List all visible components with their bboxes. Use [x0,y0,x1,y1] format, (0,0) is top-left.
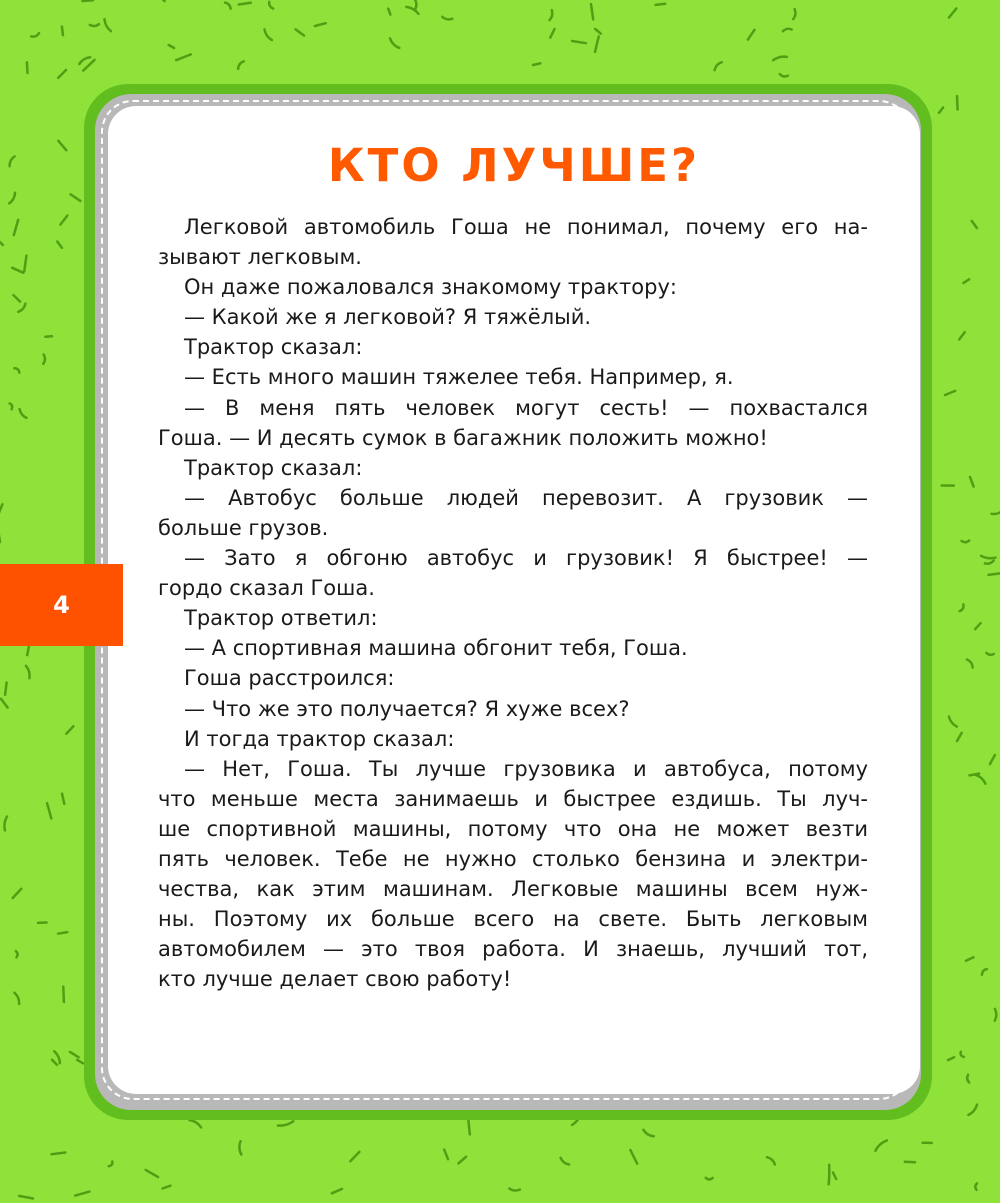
background-dash [278,1121,293,1125]
background-dash [990,755,995,764]
background-dash [939,108,943,113]
story-line: кто лучше делает свою работу! [158,967,512,992]
story-line: Гоша расстроился: [184,666,395,691]
background-dash [26,666,30,678]
background-dash [970,774,980,776]
background-dash [561,1158,570,1165]
background-dash [109,1162,113,1167]
background-dash [47,803,51,818]
background-dash [875,1140,887,1150]
background-dash [14,220,18,235]
story-line: Трактор ответил: [184,606,378,631]
background-dash [986,653,993,655]
background-dash [957,96,958,109]
background-dash [190,1120,202,1127]
background-dash [773,57,787,61]
story-line: Легковой автомобиль Гоша не понимал, почему его на- [184,215,868,239]
background-dash [238,61,244,69]
background-dash [967,660,973,668]
background-dash [20,409,27,418]
background-dash [225,3,231,9]
background-dash [296,29,304,35]
background-dash [967,1075,969,1083]
story-line: ны. Поэтому их больше всего на свете. Быть легковым [158,907,868,932]
background-dash [58,70,66,78]
story-line: — Автобус больше людей перевозит. А грузовик — [184,485,868,510]
background-dash [4,817,7,831]
background-dash [945,391,955,395]
background-dash [509,1189,520,1191]
background-dash [783,29,792,31]
background-dash [83,60,94,71]
background-dash [960,604,964,611]
background-dash [975,1183,977,1190]
background-dash [169,45,174,48]
background-dash [550,29,554,38]
background-dash [60,216,67,225]
background-dash [961,1052,964,1057]
background-dash [949,717,957,727]
story-line: — Нет, Гоша. Ты лучше грузовика и автобуса, потому [184,756,868,781]
background-dash [1,699,8,708]
background-dash [16,951,18,957]
background-dash [975,775,985,784]
background-dash [75,1192,89,1196]
background-dash [12,268,23,273]
background-dash [970,477,974,487]
story-line: Он даже пожаловался знакомому трактору: [184,275,677,300]
background-dash [58,141,66,151]
story-line: И тогда трактор сказал: [184,726,455,751]
background-dash [105,19,112,31]
background-dash [66,726,73,733]
background-dash [62,27,63,35]
background-dash [13,889,22,898]
story-line: — Что же это получается? Я хуже всех? [184,696,630,721]
background-dash [269,2,273,9]
background-dash [962,541,970,543]
story-line: автомобилем — это твоя работа. И знаешь, лучший тот, [158,937,868,962]
background-dash [630,1150,637,1164]
story-line: — Зато я обгоню автобус и грузовик! Я быстрее! — [184,546,868,571]
background-dash [905,1162,915,1163]
story-text [158,212,868,994]
background-dash [415,0,417,10]
background-dash [981,556,995,558]
background-dash [972,221,977,228]
background-dash [160,0,165,1]
background-dash [77,1060,83,1063]
background-dash [550,10,553,20]
background-dash [315,23,326,26]
background-dash [90,24,99,26]
background-dash [71,194,81,201]
background-dash [14,368,19,372]
background-dash [995,1009,997,1021]
story-line: гордо сказал Гоша. [158,576,375,601]
background-dash [793,9,795,19]
background-dash [79,57,90,64]
background-dash [27,646,29,655]
background-dash [982,969,987,975]
story-line: Трактор сказал: [184,455,363,480]
background-dash [948,1057,954,1060]
background-dash [591,4,593,19]
story-line: ше спортивной машины, потому что она не может везти [158,816,868,841]
background-dash [5,683,7,695]
background-dash [643,1130,653,1137]
background-dash [458,1157,466,1164]
page-number-tab [0,564,123,646]
story-line: зывают легковым. [158,245,362,270]
background-dash [595,37,599,52]
background-dash [957,733,962,741]
background-dash [833,1173,836,1180]
background-dash [975,623,981,629]
background-dash [767,1157,775,1164]
background-dash [239,1141,241,1154]
page-title: КТО ЛУЧШЕ? [327,139,701,192]
background-dash [43,355,45,364]
background-dash [146,1170,158,1177]
background-dash [442,17,452,20]
background-dash [968,1105,977,1115]
background-dash [0,240,3,245]
background-dash [27,62,28,73]
background-dash [533,63,540,65]
background-dash [63,987,64,1002]
story-line: Трактор сказал: [184,335,363,360]
story-line: чества, как этим машинам. Легковые машины всем нуж- [158,877,868,902]
background-dash [444,1150,448,1160]
background-dash [949,8,957,17]
background-dash [595,29,601,34]
background-dash [959,332,965,339]
background-dash [14,993,19,1004]
background-dash [176,54,191,60]
background-dash [0,504,2,516]
background-dash [748,30,755,40]
background-dash [9,193,15,204]
background-dash [57,242,62,248]
background-dash [10,156,15,166]
background-dash [19,1196,33,1199]
background-dash [350,1152,359,1161]
background-dash [966,957,974,961]
story-line: что меньше места занимаешь и быстрее ездишь. Ты луч- [158,786,868,811]
background-dash [706,1178,713,1180]
background-dash [715,62,722,70]
story-line: — Какой же я легковой? Я тяжёлый. [184,305,592,330]
background-dash [572,41,586,43]
background-dash [985,560,994,563]
background-dash [10,403,13,409]
background-dash [58,932,67,934]
story-line: пять человек. Тебе не нужно столько бензина и электри- [158,846,868,871]
background-dash [388,9,390,15]
background-dash [52,1060,57,1065]
story-line: — Есть много машин тяжелее тебя. Например, я. [184,365,734,390]
background-dash [239,3,251,5]
background-dash [989,573,1000,575]
background-dash [265,29,272,40]
page-number: 4 [53,591,70,619]
story-line: — А спортивная машина обгонит тебя, Гоша. [184,636,688,661]
background-dash [992,510,1000,514]
background-dash [70,1052,79,1057]
background-dash [62,794,64,804]
background-dash [52,1153,66,1155]
background-dash [83,0,94,1]
background-dash [780,74,788,76]
background-dash [963,279,969,283]
background-dash [468,1119,470,1134]
background-dash [656,4,666,5]
background-dash [31,33,39,36]
background-dash [24,256,26,272]
background-dash [45,336,52,337]
background-dash [332,1189,342,1193]
story-line: больше грузов. [158,515,329,540]
background-dash [18,304,25,312]
background-dash [13,295,20,302]
background-dash [163,1186,171,1189]
story-line: — В меня пять человек могут сесть! — похвастался [184,395,868,420]
background-dash [390,38,399,48]
story-line: Гоша. — И десять сумок в багажник положить можно! [158,425,768,450]
